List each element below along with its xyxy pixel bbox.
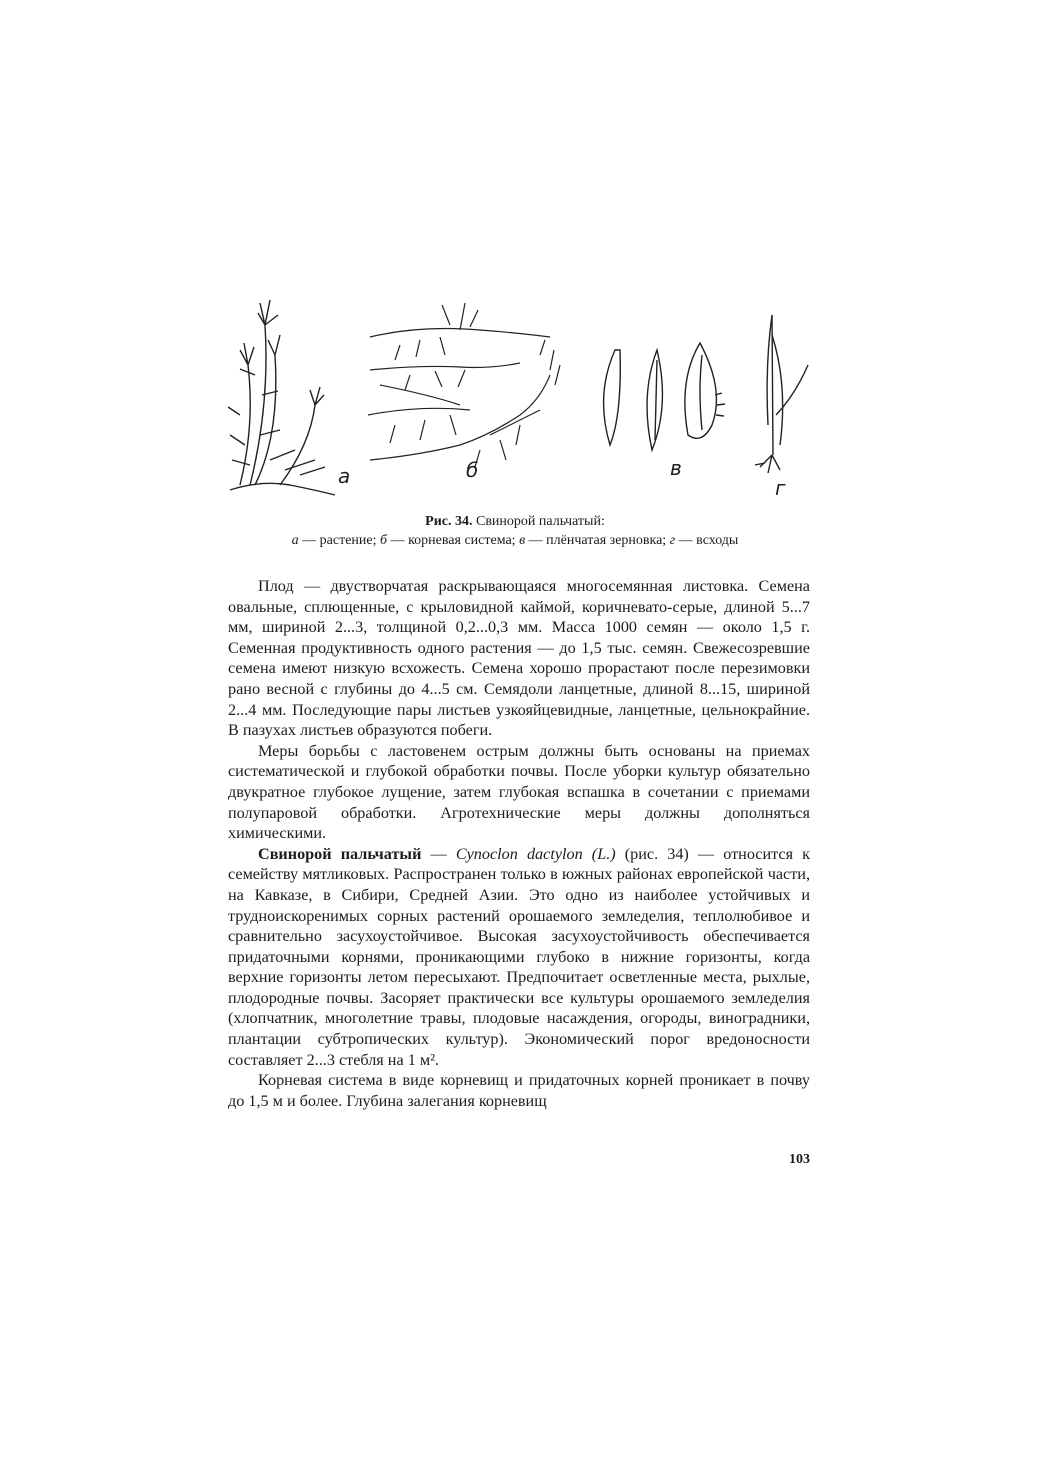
figure-caption-title [220, 512, 810, 532]
species-name: Свинорой пальчатый [258, 844, 422, 863]
species-description: (рис. 34) — относится к семейству мятликовых. Распространен только в южных районах европейской части, на Кавказе, в Сибири, Средней Азии. Это одно из наиболее устойчивых и трудноискоренимых сорных растений орошаемого земледелия, теплолюбивое и сравнительно засухоустойчивое. Высокая засухоустойчивость обеспечивается придаточными корнями, проникающими глубоко в нижние горизонты, когда верхние горизонты летом пересыхают. Предпочитает осветленные места, рыхлые, плодородные почвы. Засоряет практически все культуры орошаемого земледелия (хлопчатник, многолетние травы, плодовые насаждения, огороды, виноградники, плантации субтропических культур). Экономический порог вредоносности составляет 2...3 стебля на 1 м². [228, 844, 811, 1069]
legend-text-b: корневая система; [408, 533, 516, 548]
figure-caption-text: Свинорой пальчатый: [475, 514, 605, 529]
figure-letter-b: б [466, 458, 479, 482]
body-text [228, 576, 810, 1111]
paragraph-fruit: Плод — двустворчатая раскрывающаяся многосемянная листовка. Семена овальные, сплющенные, с крыловидной каймой, коричневато-серые, длиной 5...7 мм, шириной 2...3, толщиной 0,2...0,3 мм. Масса 1000 семян — около 1,5 г. Семенная продуктивность одного растения — до 1,5 тыс. семян. Свежесозревшие семена имеют низкую всхожесть. Семена хорошо прорастают после перезимовки рано весной с глубины до 4...5 см. Семядоли ланцетные, длиной 8...15, шириной 2...4 мм. Последующие пары листьев узкояйцевидные, ланцетные, цельнокрайние. В пазухах листьев образуются побеги. [228, 577, 810, 740]
figure-letter-a: а [338, 464, 351, 488]
plant-illustration [220, 295, 810, 505]
figure-letter-v: в [670, 456, 682, 480]
legend-key-b: б [380, 533, 388, 548]
grain-drawing [604, 343, 725, 450]
root-system-drawing [368, 303, 560, 467]
legend-text-a: растение; [319, 533, 377, 548]
figure-letter-g: г [775, 476, 786, 500]
page-number: 103 [789, 1152, 810, 1167]
species-latin-name: Cynoclon dactylon (L.) [455, 844, 616, 863]
seedling-drawing [755, 315, 808, 473]
figure-34 [220, 295, 810, 505]
species-dash: — [421, 844, 456, 863]
legend-key-a: а [291, 533, 299, 548]
figure-legend: а — растение; б — корневая система; в — плёнчатая зерновка; г — всходы [291, 533, 739, 548]
legend-text-v: плёнчатая зерновка; [546, 533, 667, 548]
legend-key-g: г [669, 533, 676, 548]
paragraph-root-system: Корневая система в виде корневищ и придаточных корней проникает в почву до 1,5 м и более. Глубина залегания корневищ [228, 1071, 810, 1110]
legend-text-g: всходы [696, 533, 739, 548]
figure-caption-label: Рис. 34. [425, 514, 473, 529]
paragraph-control-measures: Меры борьбы с ластовенем острым должны быть основаны на приемах систематической и глубокой обработки почвы. После уборки культур обязательно двукратное глубокое лущение, затем глубокая вспашка в сочетании с приемами полупаровой обработки. Агротехнические меры должны дополняться химическими. [228, 741, 810, 843]
plant-drawing [228, 300, 335, 495]
paragraph-cynodon [228, 844, 810, 1071]
legend-key-v: в [519, 533, 526, 548]
